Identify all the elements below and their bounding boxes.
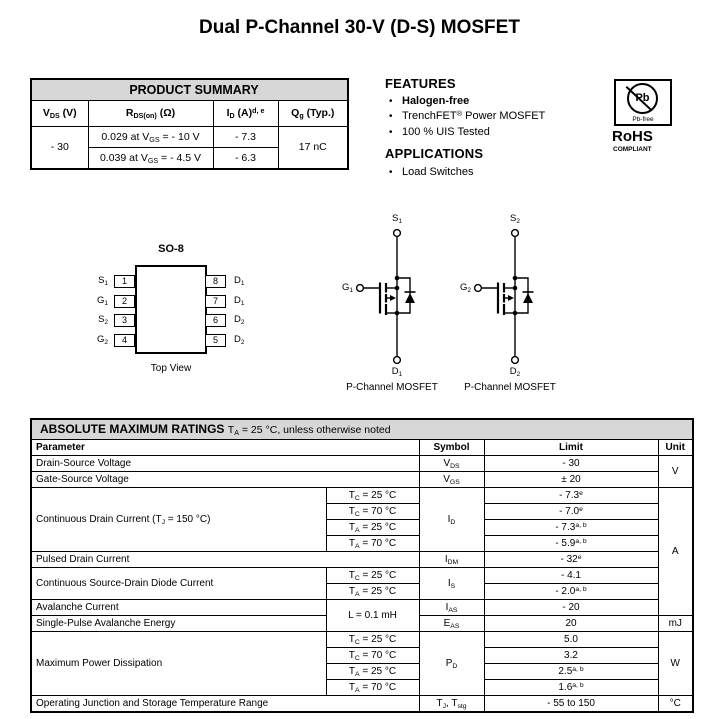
amr-param-pd: Maximum Power Dissipation bbox=[31, 632, 326, 696]
pin-label-d2-a: $D_2$ bbox=[234, 314, 245, 326]
mosfet2-source-label: $S_2$ bbox=[510, 213, 520, 225]
ps-col-header-id: $I_D$ $(A)^{d, e}$ bbox=[213, 101, 278, 127]
ps-cell-id-1: - 7.3 bbox=[213, 127, 278, 148]
mosfet1-gate-label: $G_1$ bbox=[342, 282, 353, 294]
amr-symbol-eas: $E_{AS}$ bbox=[419, 616, 484, 632]
amr-symbol-vgs: $V_{GS}$ bbox=[419, 472, 484, 488]
bullet-icon: • bbox=[389, 96, 393, 107]
amr-param-vgs: Gate-Source Voltage bbox=[31, 472, 419, 488]
feature-item bbox=[389, 126, 490, 138]
pin-label-d2-b: $D_2$ bbox=[234, 334, 245, 346]
application-item-label: Load Switches bbox=[402, 166, 474, 178]
feature-item-label: Halogen-free bbox=[402, 95, 470, 107]
amr-title-bar bbox=[31, 419, 693, 440]
amr-condition-cell: $T_C = 25$ °C bbox=[326, 568, 419, 584]
pin-label-s2: $S_2$ bbox=[98, 314, 108, 326]
applications-heading: APPLICATIONS bbox=[385, 146, 484, 161]
pin-label-s1: $S_1$ bbox=[98, 275, 108, 287]
ps-cell-vds: - 30 bbox=[31, 127, 88, 170]
amr-condition-cell: $T_A = 70$ °C bbox=[326, 680, 419, 696]
amr-param-idm: Pulsed Drain Current bbox=[31, 552, 419, 568]
amr-condition-cell: $T_C = 25$ °C bbox=[326, 488, 419, 504]
body-arrow bbox=[508, 295, 514, 301]
pb-symbol: Pb bbox=[627, 83, 658, 114]
ps-col-header-rdson: $R_{DS(on)}$ (Ω) bbox=[88, 101, 213, 127]
package-body-outline bbox=[135, 265, 207, 354]
drain-terminal bbox=[512, 357, 519, 364]
gate-terminal bbox=[357, 285, 364, 292]
amr-limit-pd-4: 1.6$^{a, b}$ bbox=[484, 680, 658, 696]
rohs-compliant-label: COMPLIANT bbox=[613, 146, 652, 153]
feature-item-label: 100 % UIS Tested bbox=[402, 126, 490, 138]
mosfet2-gate-label: $G_2$ bbox=[460, 282, 471, 294]
amr-limit-vgs: ± 20 bbox=[484, 472, 658, 488]
amr-condition-cell: $T_A = 25$ °C bbox=[326, 664, 419, 680]
feature-item bbox=[389, 95, 469, 107]
amr-limit-pd-1: 5.0 bbox=[484, 632, 658, 648]
amr-limit-pd-2: 3.2 bbox=[484, 648, 658, 664]
amr-param-is: Continuous Source-Drain Diode Current bbox=[31, 568, 326, 600]
feature-item bbox=[389, 110, 545, 122]
product-summary-title: PRODUCT SUMMARY bbox=[31, 79, 348, 101]
ps-cell-qg: 17 nC bbox=[278, 127, 348, 170]
application-item bbox=[389, 166, 474, 178]
amr-unit-pd: W bbox=[658, 632, 693, 696]
feature-item-label: TrenchFET® Power MOSFET bbox=[402, 108, 546, 122]
amr-symbol-id: $I_D$ bbox=[419, 488, 484, 552]
amr-condition-cell: $T_A = 25$ °C bbox=[326, 584, 419, 600]
pin-box-6: 6 bbox=[205, 314, 226, 327]
mosfet1-source-label: $S_1$ bbox=[392, 213, 402, 225]
absolute-maximum-ratings-table bbox=[30, 418, 694, 713]
amr-limit-is-1: - 4.1 bbox=[484, 568, 658, 584]
amr-unit-tj: °C bbox=[658, 696, 693, 713]
amr-condition-cell: $T_C = 70$ °C bbox=[326, 504, 419, 520]
amr-limit-id-3: - 7.3$^{a, b}$ bbox=[484, 520, 658, 536]
package-view-label: Top View bbox=[150, 363, 192, 374]
amr-limit-vds: - 30 bbox=[484, 456, 658, 472]
body-diode bbox=[405, 293, 415, 303]
amr-unit-current: A bbox=[658, 488, 693, 616]
amr-limit-eas: 20 bbox=[484, 616, 658, 632]
body-diode bbox=[523, 293, 533, 303]
amr-header-parameter: Parameter bbox=[31, 440, 419, 456]
amr-limit-id-4: - 5.9$^{a, b}$ bbox=[484, 536, 658, 552]
product-summary-table bbox=[30, 78, 349, 170]
mosfet1-drain-label: $D_1$ bbox=[391, 366, 403, 378]
ps-cell-rdson-2: 0.039 at $V_{GS}$ = - 4.5 V bbox=[88, 148, 213, 170]
amr-header-symbol: Symbol bbox=[419, 440, 484, 456]
bullet-icon: • bbox=[389, 111, 393, 122]
ps-col-header-vds: $V_{DS}$ (V) bbox=[31, 101, 88, 127]
amr-symbol-idm: $I_{DM}$ bbox=[419, 552, 484, 568]
gate-terminal bbox=[475, 285, 482, 292]
rohs-badge: RoHS bbox=[612, 128, 653, 145]
pin-box-2: 2 bbox=[114, 295, 135, 308]
mosfet-symbol-1 bbox=[357, 230, 416, 364]
source-terminal bbox=[394, 230, 401, 237]
amr-title: ABSOLUTE MAXIMUM RATINGS bbox=[40, 421, 225, 436]
amr-symbol-vds: $V_{DS}$ bbox=[419, 456, 484, 472]
drain-terminal bbox=[394, 357, 401, 364]
amr-unit-eas: mJ bbox=[658, 616, 693, 632]
mosfet2-drain-label: $D_2$ bbox=[509, 366, 521, 378]
page-title: Dual P-Channel 30-V (D-S) MOSFET bbox=[199, 17, 520, 38]
amr-param-ias: Avalanche Current bbox=[31, 600, 326, 616]
pb-free-label: Pb-free bbox=[632, 116, 654, 123]
amr-header-unit: Unit bbox=[658, 440, 693, 456]
package-name: SO-8 bbox=[158, 243, 184, 255]
amr-param-tj: Operating Junction and Storage Temperature Range bbox=[31, 696, 419, 713]
amr-unit-voltage: V bbox=[658, 456, 693, 488]
pin-label-g2: $G_2$ bbox=[97, 334, 108, 346]
pin-box-8: 8 bbox=[205, 275, 226, 288]
pb-free-icon bbox=[614, 79, 672, 126]
amr-param-id: Continuous Drain Current ($T_J = 150$ °C) bbox=[31, 488, 326, 552]
amr-limit-pd-3: 2.5$^{a, b}$ bbox=[484, 664, 658, 680]
amr-limit-idm: - 32e bbox=[484, 552, 658, 568]
ps-col-header-qg: $Q_g$ (Typ.) bbox=[278, 101, 348, 127]
amr-param-eas: Single-Pulse Avalanche Energy bbox=[31, 616, 326, 632]
body-arrow bbox=[390, 295, 396, 301]
amr-condition-cell: $T_A = 25$ °C bbox=[326, 520, 419, 536]
amr-limit-id-2: - 7.0e bbox=[484, 504, 658, 520]
mosfet-symbol-2 bbox=[475, 230, 534, 364]
pin-label-d1-a: $D_1$ bbox=[234, 275, 245, 287]
ps-cell-rdson-1: 0.029 at $V_{GS}$ = - 10 V bbox=[88, 127, 213, 148]
amr-symbol-is: $I_S$ bbox=[419, 568, 484, 600]
amr-condition-cell: $T_C = 70$ °C bbox=[326, 648, 419, 664]
pin-box-1: 1 bbox=[114, 275, 135, 288]
mosfet2-caption: P-Channel MOSFET bbox=[464, 382, 556, 393]
amr-symbol-tj: $T_J$, $T_{stg}$ bbox=[419, 696, 484, 713]
bullet-icon: • bbox=[389, 127, 393, 138]
pin-label-g1: $G_1$ bbox=[97, 295, 108, 307]
amr-limit-id-1: - 7.3e bbox=[484, 488, 658, 504]
mosfet1-caption: P-Channel MOSFET bbox=[346, 382, 438, 393]
amr-condition-cell: $T_A = 70$ °C bbox=[326, 536, 419, 552]
amr-symbol-ias: $I_{AS}$ bbox=[419, 600, 484, 616]
pin-box-7: 7 bbox=[205, 295, 226, 308]
amr-condition-cell: L = 0.1 mH bbox=[326, 600, 419, 632]
amr-param-vds: Drain-Source Voltage bbox=[31, 456, 419, 472]
bullet-icon: • bbox=[389, 167, 393, 178]
amr-symbol-pd: $P_D$ bbox=[419, 632, 484, 696]
amr-limit-ias: - 20 bbox=[484, 600, 658, 616]
source-terminal bbox=[512, 230, 519, 237]
amr-limit-is-2: - 2.0$^{a, b}$ bbox=[484, 584, 658, 600]
amr-title-note: $T_A = 25$ °C, unless otherwise noted bbox=[227, 423, 391, 437]
pin-box-5: 5 bbox=[205, 334, 226, 347]
amr-limit-tj: - 55 to 150 bbox=[484, 696, 658, 713]
amr-condition-cell: $T_C = 25$ °C bbox=[326, 632, 419, 648]
ps-cell-id-2: - 6.3 bbox=[213, 148, 278, 170]
pin-box-4: 4 bbox=[114, 334, 135, 347]
pin-label-d1-b: $D_1$ bbox=[234, 295, 245, 307]
pin-box-3: 3 bbox=[114, 314, 135, 327]
amr-header-limit: Limit bbox=[484, 440, 658, 456]
features-heading: FEATURES bbox=[385, 76, 456, 91]
